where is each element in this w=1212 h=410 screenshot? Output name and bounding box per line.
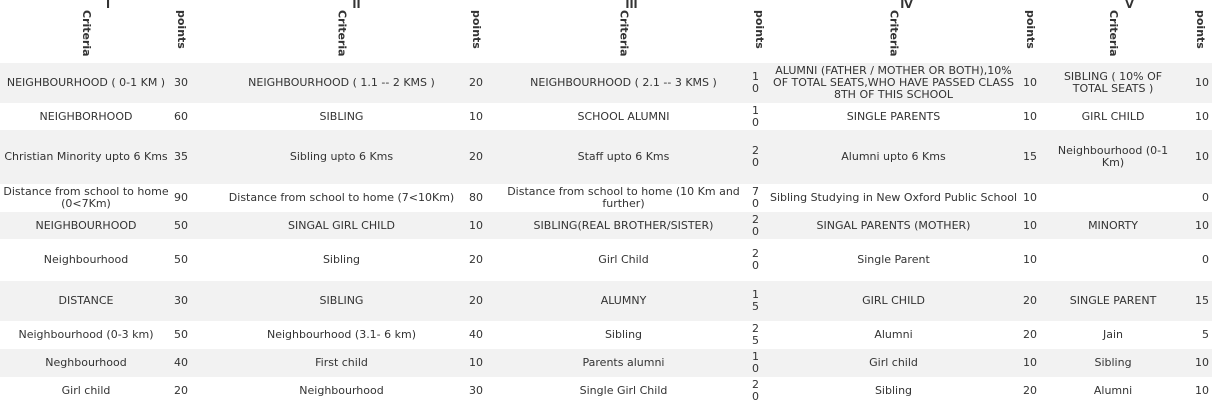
criteria-cell: SIBLING — [216, 103, 467, 130]
points-cell: 20 — [750, 377, 766, 405]
points-header-cell — [1021, 10, 1047, 63]
points-cell: 20 — [467, 281, 497, 321]
criteria-cell: Alumni upto 6 Kms — [766, 130, 1021, 184]
criteria-header: Criteria — [1107, 10, 1121, 57]
table-body — [0, 63, 1212, 405]
criteria-cell: ALUMNI (FATHER / MOTHER OR BOTH),10% OF TOTAL SEATS,WHO HAVE PASSED CLASS 8TH OF THIS SCHOOL — [766, 63, 1021, 103]
points-cell: 10 — [1179, 63, 1212, 103]
points-cell: 20 — [1021, 321, 1047, 349]
criteria-cell: Girl child — [0, 377, 172, 405]
points-cell: 30 — [172, 63, 216, 103]
points-cell: 10 — [467, 103, 497, 130]
points-cell: 10 — [1179, 130, 1212, 184]
points-cell: 50 — [172, 239, 216, 281]
criteria-cell: Sibling Studying in New Oxford Public School — [766, 184, 1021, 212]
points-cell: 25 — [750, 321, 766, 349]
table-row — [0, 212, 1212, 239]
points-cell: 10 — [1179, 212, 1212, 239]
criteria-cell: ALUMNY — [497, 281, 750, 321]
points-cell: 35 — [172, 130, 216, 184]
points-cell: 30 — [172, 281, 216, 321]
criteria-cell: Neghbourhood — [0, 349, 172, 377]
points-cell: 20 — [750, 212, 766, 239]
criteria-cell: SINGAL GIRL CHILD — [216, 212, 467, 239]
group-header: II — [352, 0, 361, 10]
points-cell: 20 — [1021, 281, 1047, 321]
criteria-cell: Sibling — [216, 239, 467, 281]
criteria-cell: Jain — [1047, 321, 1179, 349]
criteria-cell: Christian Minority upto 6 Kms — [0, 130, 172, 184]
points-header: points — [1194, 10, 1208, 49]
points-header-cell — [172, 10, 216, 63]
criteria-cell: Alumni — [766, 321, 1021, 349]
criteria-cell: Sibling — [1047, 349, 1179, 377]
points-cell: 20 — [172, 377, 216, 405]
criteria-cell: NEIGHBOURHOOD ( 2.1 -- 3 KMS ) — [497, 63, 750, 103]
criteria-cell: Neighbourhood (0-1 Km) — [1047, 130, 1179, 184]
points-cell: 0 — [1179, 239, 1212, 281]
table-row — [0, 377, 1212, 405]
points-cell: 40 — [172, 349, 216, 377]
points-header: points — [1024, 10, 1037, 49]
points-cell: 5 — [1179, 321, 1212, 349]
criteria-cell: Girl child — [766, 349, 1021, 377]
points-cell: 10 — [750, 103, 766, 130]
criteria-cell: SINGAL PARENTS (MOTHER) — [766, 212, 1021, 239]
criteria-cell: GIRL CHILD — [766, 281, 1021, 321]
criteria-cell: SIBLING ( 10% OF TOTAL SEATS ) — [1047, 63, 1179, 103]
criteria-cell: Distance from school to home (7<10Km) — [216, 184, 467, 212]
points-cell: 10 — [1179, 103, 1212, 130]
table-row — [0, 63, 1212, 103]
criteria-header: Criteria — [80, 10, 93, 57]
points-cell: 0 — [1179, 184, 1212, 212]
table-row — [0, 321, 1212, 349]
points-cell: 10 — [1179, 349, 1212, 377]
points-header-cell — [1179, 10, 1212, 63]
criteria-cell: Single Parent — [766, 239, 1021, 281]
points-cell: 50 — [172, 321, 216, 349]
group-header-row — [0, 0, 1212, 10]
points-cell: 10 — [1021, 63, 1047, 103]
points-cell: 10 — [1021, 184, 1047, 212]
criteria-cell: First child — [216, 349, 467, 377]
criteria-cell — [1047, 184, 1179, 212]
table-row — [0, 349, 1212, 377]
points-cell: 10 — [750, 63, 766, 103]
group-header: V — [1125, 0, 1134, 10]
criteria-header-cell — [766, 10, 1021, 63]
points-cell: 20 — [467, 63, 497, 103]
points-cell: 20 — [467, 130, 497, 184]
points-header: points — [175, 10, 188, 49]
group-header: IV — [900, 0, 913, 10]
table-row — [0, 184, 1212, 212]
criteria-cell: Staff upto 6 Kms — [497, 130, 750, 184]
points-cell: 70 — [750, 184, 766, 212]
criteria-cell: Distance from school to home (10 Km and further) — [497, 184, 750, 212]
points-header: points — [470, 10, 483, 49]
criteria-cell: Neighbourhood — [216, 377, 467, 405]
points-cell: 20 — [467, 239, 497, 281]
criteria-header-cell — [1047, 10, 1179, 63]
criteria-cell: SINGLE PARENT — [1047, 281, 1179, 321]
criteria-cell: Neighbourhood — [0, 239, 172, 281]
criteria-cell: Neighbourhood (3.1- 6 km) — [216, 321, 467, 349]
table-row — [0, 239, 1212, 281]
points-cell: 80 — [467, 184, 497, 212]
points-header: points — [753, 10, 766, 49]
criteria-cell: DISTANCE — [0, 281, 172, 321]
points-cell: 30 — [467, 377, 497, 405]
points-cell: 20 — [1021, 377, 1047, 405]
group-header: III — [625, 0, 638, 10]
criteria-cell: SINGLE PARENTS — [766, 103, 1021, 130]
criteria-cell: Alumni — [1047, 377, 1179, 405]
criteria-cell: Girl Child — [497, 239, 750, 281]
points-header-cell — [467, 10, 497, 63]
criteria-cell: Sibling — [497, 321, 750, 349]
criteria-header: Criteria — [617, 10, 631, 57]
points-cell: 10 — [1021, 103, 1047, 130]
table-row — [0, 281, 1212, 321]
points-cell: 10 — [1021, 212, 1047, 239]
points-cell: 20 — [750, 130, 766, 184]
points-cell: 90 — [172, 184, 216, 212]
points-cell: 10 — [1021, 349, 1047, 377]
criteria-cell: GIRL CHILD — [1047, 103, 1179, 130]
criteria-header-cell — [497, 10, 750, 63]
points-cell: 15 — [1179, 281, 1212, 321]
points-cell: 10 — [467, 349, 497, 377]
criteria-cell: NEIGHBOURHOOD ( 0-1 KM ) — [0, 63, 172, 103]
points-header-cell — [750, 10, 766, 63]
points-cell: 10 — [467, 212, 497, 239]
criteria-cell — [1047, 239, 1179, 281]
criteria-cell: SIBLING(REAL BROTHER/SISTER) — [497, 212, 750, 239]
criteria-header-cell — [0, 10, 172, 63]
points-cell: 10 — [1179, 377, 1212, 405]
points-cell: 15 — [1021, 130, 1047, 184]
group-header: I — [105, 0, 111, 10]
criteria-header: Criteria — [887, 10, 901, 57]
criteria-cell: Sibling — [766, 377, 1021, 405]
points-cell: 10 — [1021, 239, 1047, 281]
criteria-cell: Single Girl Child — [497, 377, 750, 405]
criteria-header-cell — [216, 10, 467, 63]
points-cell: 20 — [750, 239, 766, 281]
points-cell: 15 — [750, 281, 766, 321]
points-cell: 50 — [172, 212, 216, 239]
points-cell: 40 — [467, 321, 497, 349]
table-row — [0, 103, 1212, 130]
criteria-cell: MINORTY — [1047, 212, 1179, 239]
criteria-cell: NEIGHBORHOOD — [0, 103, 172, 130]
table-row — [0, 130, 1212, 184]
criteria-header: Criteria — [335, 10, 349, 57]
column-header-row — [0, 10, 1212, 63]
points-cell: 10 — [750, 349, 766, 377]
criteria-cell: Distance from school to home (0<7Km) — [0, 184, 172, 212]
criteria-cell: NEIGHBOURHOOD — [0, 212, 172, 239]
criteria-cell: Parents alumni — [497, 349, 750, 377]
criteria-cell: SIBLING — [216, 281, 467, 321]
points-cell: 60 — [172, 103, 216, 130]
criteria-cell: Neighbourhood (0-3 km) — [0, 321, 172, 349]
criteria-cell: NEIGHBOURHOOD ( 1.1 -- 2 KMS ) — [216, 63, 467, 103]
criteria-cell: Sibling upto 6 Kms — [216, 130, 467, 184]
criteria-cell: SCHOOL ALUMNI — [497, 103, 750, 130]
